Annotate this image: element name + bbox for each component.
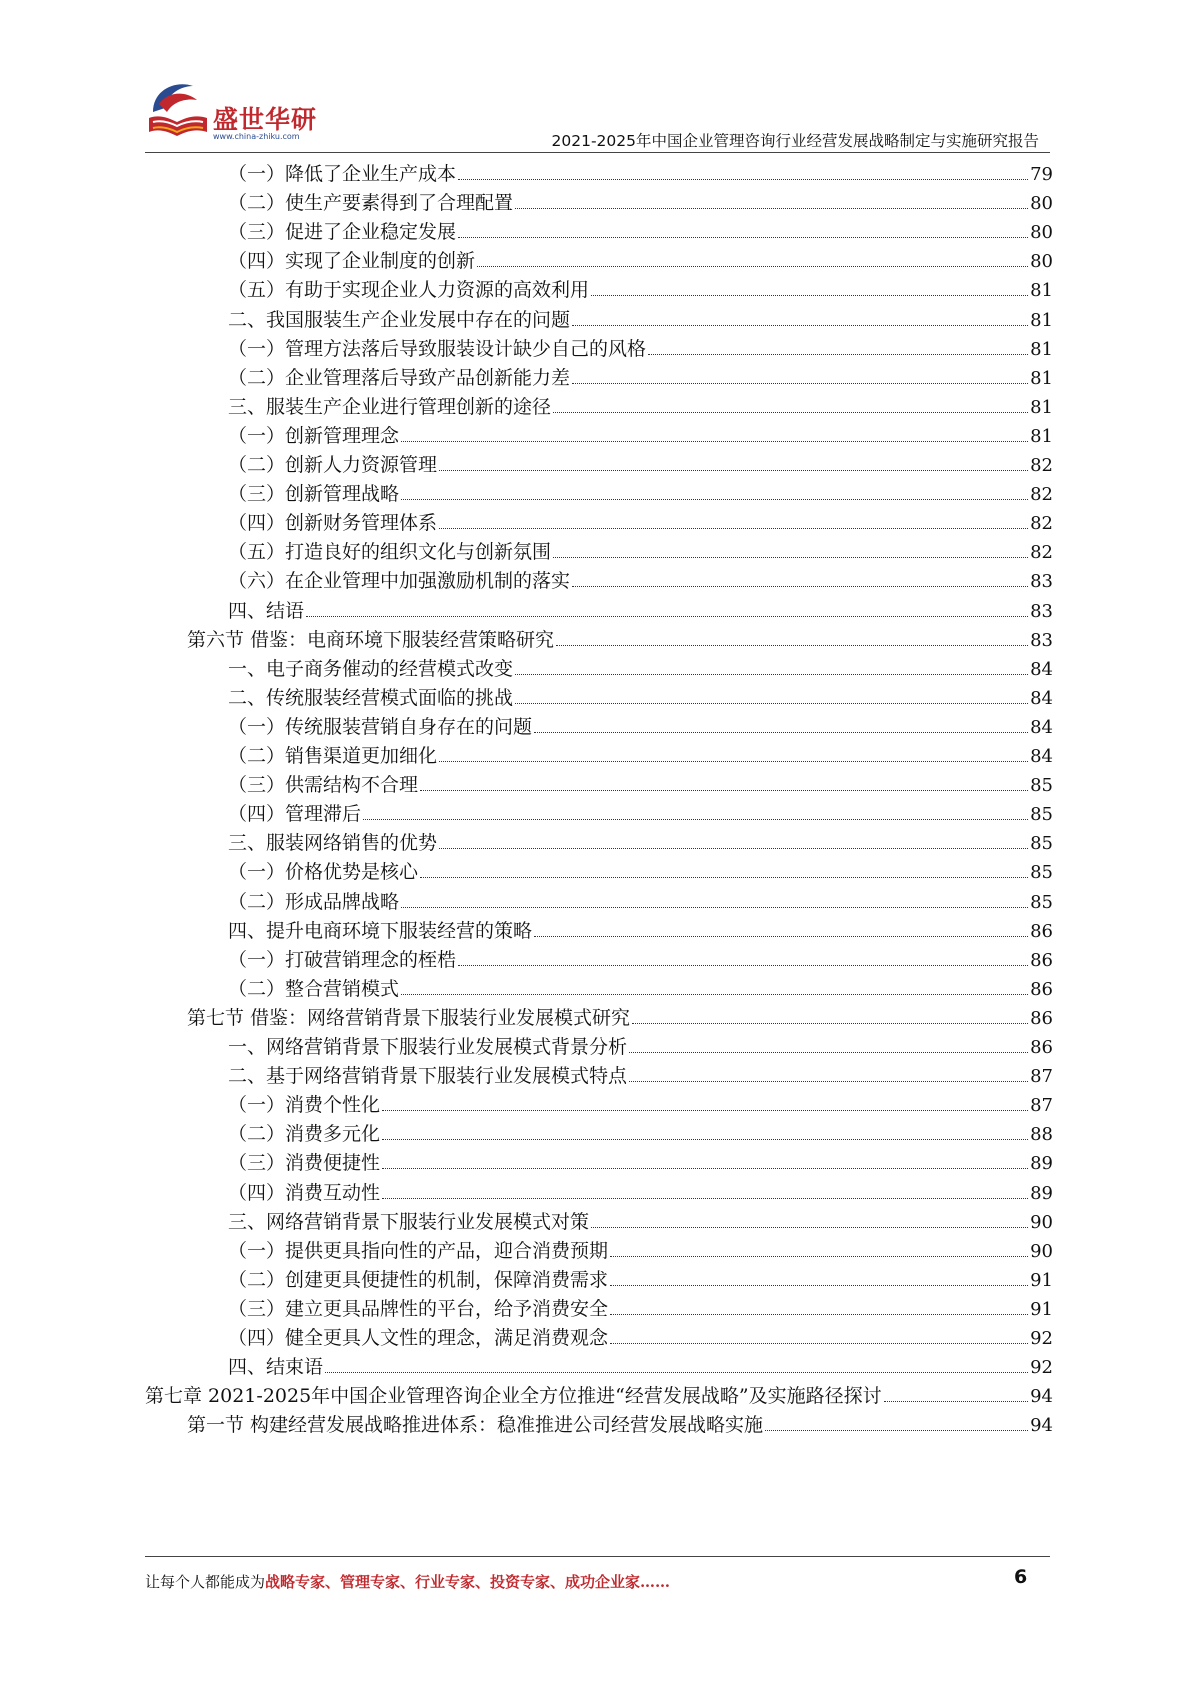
toc-entry-page: 90	[1030, 1211, 1053, 1233]
toc-entry[interactable]	[145, 1381, 1053, 1411]
toc-entry[interactable]	[228, 887, 1053, 917]
toc-entry-title: 四、结语	[228, 599, 305, 622]
toc-entry[interactable]	[228, 596, 1053, 626]
toc-entry-page: 83	[1030, 629, 1053, 651]
toc-entry-title: （一）降低了企业生产成本	[228, 163, 457, 185]
toc-entry-title: （三）促进了企业稳定发展	[228, 221, 457, 244]
toc-entry[interactable]	[187, 1410, 1053, 1440]
toc-entry-title: （一）消费个性化	[228, 1094, 381, 1117]
toc-entry[interactable]	[228, 974, 1053, 1004]
toc-entry[interactable]	[228, 1148, 1053, 1178]
toc-entry-page: 81	[1030, 396, 1053, 418]
toc-dot-leader	[382, 1109, 1028, 1111]
toc-dot-leader	[556, 644, 1028, 646]
toc-entry-title: 二、我国服装生产企业发展中存在的问题	[228, 308, 571, 331]
toc-dot-leader	[458, 178, 1028, 180]
toc-entry-page: 84	[1030, 746, 1053, 767]
toc-entry[interactable]	[187, 1003, 1053, 1033]
toc-entry-title: （一）打破营销理念的桎梏	[228, 948, 457, 971]
toc-entry[interactable]	[228, 1119, 1053, 1149]
toc-entry-title: （一）提供更具指向性的产品，迎合消费预期	[228, 1239, 609, 1262]
toc-entry-title: （二）形成品牌战略	[228, 890, 400, 913]
toc-entry[interactable]	[228, 566, 1053, 596]
toc-entry-page: 92	[1030, 1328, 1053, 1349]
toc-entry-title: （二）整合营销模式	[228, 977, 400, 1000]
toc-dot-leader	[515, 673, 1028, 675]
toc-entry-page: 89	[1030, 1182, 1053, 1204]
footer-slogan	[145, 1571, 670, 1592]
toc-entry-page: 91	[1030, 1298, 1053, 1320]
toc-entry-title: （二）销售渠道更加细化	[228, 745, 438, 767]
toc-entry-page: 87	[1030, 1066, 1053, 1088]
toc-dot-leader	[610, 1342, 1028, 1344]
toc-entry[interactable]	[228, 363, 1053, 393]
toc-entry-page: 82	[1030, 542, 1053, 564]
toc-dot-leader	[325, 1371, 1028, 1373]
toc-dot-leader	[515, 207, 1028, 209]
toc-dot-leader	[629, 1080, 1028, 1082]
toc-entry[interactable]	[228, 857, 1053, 887]
toc-entry-page: 85	[1030, 862, 1053, 884]
toc-entry-title: （四）管理滞后	[228, 803, 362, 826]
brand-url: www.china-zhiku.com	[213, 132, 300, 141]
toc-dot-leader	[610, 1313, 1028, 1315]
toc-entry[interactable]	[228, 188, 1053, 218]
toc-dot-leader	[572, 585, 1028, 587]
toc-dot-leader	[610, 1284, 1028, 1286]
toc-entry-page: 91	[1030, 1269, 1053, 1291]
toc-entry[interactable]	[228, 770, 1053, 800]
toc-entry[interactable]	[228, 1178, 1053, 1208]
toc-entry-page: 82	[1030, 513, 1053, 535]
toc-dot-leader	[534, 731, 1028, 733]
toc-dot-leader	[306, 615, 1028, 617]
toc-entry[interactable]	[228, 392, 1053, 422]
toc-dot-leader	[382, 1197, 1028, 1199]
toc-dot-leader	[591, 1226, 1028, 1228]
toc-entry-title: （四）消费互动性	[228, 1181, 381, 1204]
toc-entry[interactable]	[228, 246, 1053, 276]
toc-dot-leader	[420, 789, 1028, 791]
toc-entry[interactable]	[228, 1352, 1053, 1382]
toc-entry-title: 三、网络营销背景下服装行业发展模式对策	[228, 1210, 590, 1233]
header-divider	[145, 152, 1050, 153]
toc-entry[interactable]	[228, 1323, 1053, 1353]
toc-entry-title: （五）打造良好的组织文化与创新氛围	[228, 541, 552, 564]
toc-dot-leader	[401, 906, 1028, 908]
toc-dot-leader	[572, 382, 1028, 384]
toc-entry-title: （一）传统服装营销自身存在的问题	[228, 715, 533, 738]
toc-entry-title: 第六节 借鉴：电商环境下服装经营策略研究	[187, 628, 555, 651]
toc-dot-leader	[401, 440, 1028, 442]
toc-entry[interactable]	[228, 537, 1053, 567]
toc-entry-title: （四）实现了企业制度的创新	[228, 250, 476, 273]
toc-entry-title: （二）使生产要素得到了合理配置	[228, 192, 514, 215]
toc-entry-page: 85	[1030, 833, 1053, 855]
toc-entry-title: 三、服装生产企业进行管理创新的途径	[228, 395, 552, 418]
toc-entry[interactable]	[228, 945, 1053, 975]
toc-entry[interactable]	[228, 712, 1053, 742]
toc-entry-page: 81	[1030, 280, 1053, 302]
toc-entry-page: 94	[1030, 1386, 1053, 1408]
toc-entry-title: （六）在企业管理中加强激励机制的落实	[228, 570, 571, 593]
toc-entry-page: 82	[1030, 455, 1053, 476]
footer-slogan-lead: 让每个人都能成为	[145, 1573, 266, 1591]
toc-entry-title: （三）创新管理战略	[228, 483, 400, 506]
toc-entry-page: 81	[1030, 367, 1053, 389]
toc-entry-page: 84	[1030, 716, 1053, 738]
toc-entry[interactable]	[228, 1090, 1053, 1120]
toc-entry-title: 四、结束语	[228, 1356, 324, 1379]
toc-entry-page: 83	[1030, 600, 1053, 622]
toc-dot-leader	[401, 498, 1028, 500]
toc-entry[interactable]	[228, 1207, 1053, 1237]
toc-entry[interactable]	[228, 1294, 1053, 1324]
toc-entry[interactable]	[228, 275, 1053, 305]
toc-entry-title: （三）供需结构不合理	[228, 774, 419, 797]
toc-entry[interactable]	[228, 159, 1053, 189]
toc-dot-leader	[591, 294, 1028, 296]
toc-entry[interactable]	[228, 479, 1053, 509]
toc-entry-title: 一、网络营销背景下服装行业发展模式背景分析	[228, 1036, 628, 1058]
toc-entry[interactable]	[228, 305, 1053, 335]
toc-entry-title: （二）创新人力资源管理	[228, 454, 438, 476]
toc-dot-leader	[572, 324, 1028, 326]
toc-entry-title: 二、传统服装经营模式面临的挑战	[228, 686, 514, 709]
toc-entry-title: 一、电子商务催动的经营模式改变	[228, 657, 514, 680]
toc-entry-page: 85	[1030, 775, 1053, 797]
brand-logo	[145, 78, 318, 148]
toc-entry-title: （三）消费便捷性	[228, 1152, 381, 1175]
toc-entry-page: 80	[1030, 193, 1053, 215]
toc-entry-title: （二）企业管理落后导致产品创新能力差	[228, 366, 571, 389]
toc-entry-page: 81	[1030, 309, 1053, 331]
toc-dot-leader	[401, 993, 1028, 995]
toc-dot-leader	[477, 265, 1028, 267]
toc-entry[interactable]	[228, 421, 1053, 451]
toc-entry-page: 84	[1030, 658, 1053, 680]
toc-dot-leader	[439, 847, 1028, 849]
page-header	[145, 78, 1045, 153]
toc-dot-leader	[458, 964, 1028, 966]
footer-divider	[145, 1556, 1050, 1557]
toc-entry[interactable]	[228, 654, 1053, 684]
toc-entry[interactable]	[228, 508, 1053, 538]
toc-entry-title: （四）创新财务管理体系	[228, 512, 438, 535]
toc-entry[interactable]	[228, 828, 1053, 858]
toc-dot-leader	[363, 818, 1028, 820]
toc-entry-page: 87	[1030, 1095, 1053, 1117]
page-number: 6	[1014, 1566, 1028, 1588]
toc-entry[interactable]	[187, 625, 1053, 655]
toc-entry-title: （二）消费多元化	[228, 1123, 381, 1146]
footer-slogan-highlight: 战略专家、管理专家、行业专家、投资专家、成功企业家……	[265, 1573, 671, 1591]
toc-entry-page: 83	[1030, 571, 1053, 593]
toc-entry-title: （一）价格优势是核心	[228, 861, 419, 884]
toc-entry[interactable]	[228, 741, 1053, 771]
toc-entry[interactable]	[228, 916, 1053, 946]
toc-entry-page: 89	[1030, 1153, 1053, 1175]
toc-entry-title: （二）创建更具便捷性的机制，保障消费需求	[228, 1268, 609, 1291]
toc-dot-leader	[439, 469, 1028, 471]
toc-entry-page: 80	[1030, 222, 1053, 244]
toc-entry-page: 79	[1030, 164, 1053, 185]
toc-dot-leader	[382, 1138, 1028, 1140]
toc-dot-leader	[439, 527, 1028, 529]
toc-dot-leader	[515, 702, 1028, 704]
toc-entry-page: 84	[1030, 687, 1053, 709]
toc-entry-page: 81	[1030, 425, 1053, 447]
toc-dot-leader	[648, 353, 1028, 355]
toc-entry-title: 第一节 构建经营发展战略推进体系：稳准推进公司经营发展战略实施	[187, 1414, 764, 1437]
toc-entry-title: （五）有助于实现企业人力资源的高效利用	[228, 279, 590, 302]
toc-entry-page: 86	[1030, 920, 1053, 942]
toc-entry-page: 88	[1030, 1124, 1053, 1146]
toc-entry[interactable]	[228, 217, 1053, 247]
logo-emblem-icon	[145, 78, 215, 148]
toc-entry-title: 第七章 2021-2025年中国企业管理咨询企业全方位推进“经营发展战略”及实施路径探讨	[145, 1385, 882, 1408]
toc-entry-page: 82	[1030, 484, 1053, 506]
toc-entry-page: 80	[1030, 251, 1053, 273]
toc-entry-title: （四）健全更具人文性的理念，满足消费观念	[228, 1327, 609, 1349]
toc-entry[interactable]	[228, 450, 1053, 480]
toc-dot-leader	[382, 1167, 1028, 1169]
toc-entry-title: 二、基于网络营销背景下服装行业发展模式特点	[228, 1065, 628, 1088]
toc-dot-leader	[884, 1400, 1028, 1402]
toc-dot-leader	[632, 1022, 1028, 1024]
toc-dot-leader	[765, 1429, 1028, 1431]
toc-entry[interactable]	[228, 1032, 1053, 1062]
toc-entry-title: 三、服装网络销售的优势	[228, 832, 438, 855]
toc-entry-page: 85	[1030, 804, 1053, 826]
toc-entry-title: （一）创新管理理念	[228, 424, 400, 447]
toc-entry-page: 94	[1030, 1415, 1053, 1437]
toc-dot-leader	[439, 760, 1028, 762]
toc-entry[interactable]	[228, 1265, 1053, 1295]
toc-entry-page: 86	[1030, 1007, 1053, 1029]
toc-entry-title: 第七节 借鉴：网络营销背景下服装行业发展模式研究	[187, 1006, 631, 1029]
toc-entry-page: 92	[1030, 1357, 1053, 1379]
toc-dot-leader	[553, 556, 1028, 558]
toc-entry[interactable]	[228, 1061, 1053, 1091]
toc-entry-page: 85	[1030, 891, 1053, 913]
toc-entry-page: 81	[1030, 338, 1053, 360]
toc-dot-leader	[420, 876, 1028, 878]
toc-entry[interactable]	[228, 683, 1053, 713]
toc-entry-title: （三）建立更具品牌性的平台，给予消费安全	[228, 1297, 609, 1320]
toc-dot-leader	[553, 411, 1028, 413]
toc-entry-page: 90	[1030, 1240, 1053, 1262]
toc-dot-leader	[629, 1051, 1028, 1053]
toc-entry-title: 四、提升电商环境下服装经营的策略	[228, 919, 533, 942]
toc-dot-leader	[610, 1255, 1028, 1257]
toc-entry[interactable]	[228, 799, 1053, 829]
brand-name: 盛世华研	[213, 105, 318, 134]
toc-entry[interactable]	[228, 334, 1053, 364]
toc-entry-page: 86	[1030, 1037, 1053, 1058]
toc-entry-page: 86	[1030, 978, 1053, 1000]
report-title: 2021-2025年中国企业管理咨询行业经营发展战略制定与实施研究报告	[551, 132, 1039, 150]
toc-entry[interactable]	[228, 1236, 1053, 1266]
toc-dot-leader	[458, 236, 1028, 238]
toc-entry-page: 86	[1030, 949, 1053, 971]
toc-dot-leader	[534, 935, 1028, 937]
toc-entry-title: （一）管理方法落后导致服装设计缺少自己的风格	[228, 337, 647, 360]
